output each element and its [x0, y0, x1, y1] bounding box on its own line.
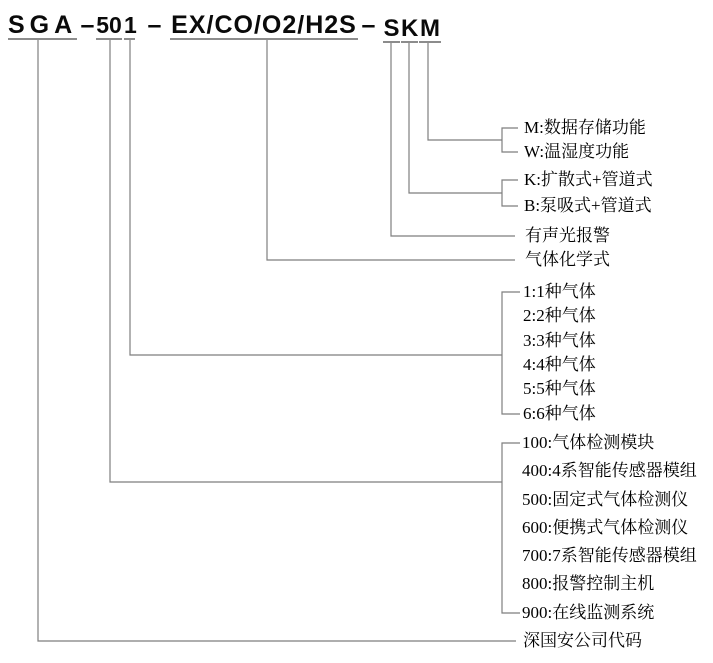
model-option-m: M: [420, 15, 440, 42]
label-company-code: 深国安公司代码: [523, 631, 642, 650]
model-series-minor: 1: [124, 12, 137, 38]
bracket-function-options: [502, 128, 518, 152]
connector-option-m: [428, 41, 502, 140]
label-series-900: 900:在线监测系统: [522, 603, 655, 622]
label-gas-count-1: 1:1种气体: [523, 282, 596, 301]
separator-dash: –: [147, 11, 162, 39]
connector-option-k: [409, 41, 502, 193]
label-series-400: 400:4系智能传感器模组: [522, 461, 697, 480]
label-alarm: 有声光报警: [525, 226, 610, 245]
label-function-m: M:数据存储功能: [524, 118, 646, 137]
label-series-700: 700:7系智能传感器模组: [522, 546, 697, 565]
model-option-k: K: [401, 15, 419, 42]
label-gas-count-5: 5:5种气体: [523, 379, 596, 398]
bracket-series: [502, 443, 520, 613]
model-option-s: S: [383, 15, 400, 42]
label-gas-count-6: 6:6种气体: [523, 404, 596, 423]
label-sampling-b: B:泵吸式+管道式: [524, 196, 652, 215]
separator-dash: –: [361, 11, 376, 39]
separator-dash: –: [80, 11, 95, 39]
label-gas-count-3: 3:3种气体: [523, 331, 596, 350]
label-series-100: 100:气体检测模块: [522, 433, 655, 452]
label-series-500: 500:固定式气体检测仪: [522, 490, 689, 509]
model-gas-list: EX/CO/O2/H2S: [171, 11, 357, 39]
model-series-major: 50: [96, 12, 122, 38]
label-sampling-k: K:扩散式+管道式: [524, 170, 653, 189]
label-function-w: W:温湿度功能: [524, 142, 630, 161]
label-series-800: 800:报警控制主机: [522, 574, 655, 593]
label-series-600: 600:便携式气体检测仪: [522, 518, 689, 537]
model-prefix: SGA: [8, 11, 78, 39]
label-gas-count-4: 4:4种气体: [523, 355, 596, 374]
connector-gas-count: [130, 38, 502, 355]
label-gas-count-2: 2:2种气体: [523, 306, 596, 325]
bracket-gas-count: [502, 292, 520, 414]
label-gas-formula: 气体化学式: [525, 250, 610, 269]
bracket-sampling-options: [502, 180, 518, 206]
